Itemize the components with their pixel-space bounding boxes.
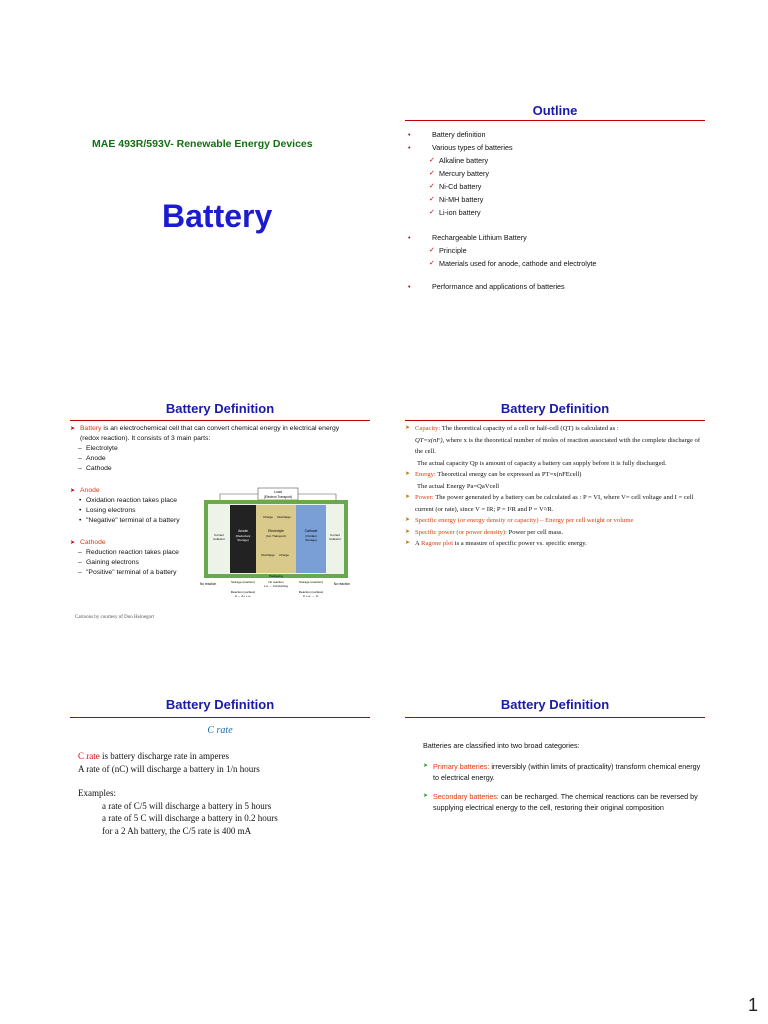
outline-item: • Performance and applications of batteries bbox=[405, 280, 705, 293]
discharge-label: Discharge bbox=[277, 515, 291, 519]
battery-definition: ➤ Battery is an electrochemical cell that can convert chemical energy in electrical energy (redox reaction). It consists of 3 main parts: bbox=[70, 424, 346, 444]
capacity-item: ➤ Capacity: The theoretical capacity of a cell or half-cell (QT) is calculated as : QT=x(nF), where x is the theoretical number of moles of reaction associated with the complete discharge of the cell. bbox=[405, 423, 705, 458]
page-number: 1 bbox=[747, 995, 758, 1015]
anode-label: Anode bbox=[238, 529, 248, 533]
outline-item: • Battery definition bbox=[405, 128, 705, 141]
examples-label: Examples: bbox=[78, 788, 116, 798]
storage-anode-label: Storage (reaction) bbox=[230, 580, 256, 584]
title-rule bbox=[405, 420, 705, 421]
part-item: – Electrolyte bbox=[70, 444, 346, 454]
slide-heading: Battery Definition bbox=[165, 401, 275, 416]
charge-label: Charge bbox=[263, 515, 273, 519]
deck-title: Battery bbox=[162, 198, 273, 234]
actual-energy: The actual Energy Pa=QaVcell bbox=[417, 482, 500, 490]
current-collector-left-2: Collector bbox=[213, 537, 225, 541]
slide-heading: Outline bbox=[532, 103, 578, 118]
slide-battery-definition-1 bbox=[70, 390, 370, 630]
c-rate-text bbox=[78, 750, 368, 837]
anode-point: • Oxidation reaction takes place bbox=[70, 496, 346, 506]
example-item: a rate of 5 C will discharge a battery in 0.2 hours bbox=[102, 813, 278, 823]
categories-text bbox=[423, 740, 705, 821]
current-collector-right-2: Collector bbox=[329, 537, 341, 541]
part-item: – Cathode bbox=[70, 464, 346, 474]
primary-batteries-item: ➤ Primary batteries: irreversibly (within limits of practicality) transform chemical energy to electrical energy. bbox=[423, 761, 705, 783]
cathode-point: – Reduction reaction takes place bbox=[70, 548, 346, 558]
example-item: for a 2 Ah battery, the C/5 rate is 400 mA bbox=[102, 825, 252, 836]
charge-label-lower: Charge bbox=[279, 553, 289, 557]
title-rule bbox=[70, 420, 370, 421]
c-rate-rule: A rate of (nC) will discharge a battery in 1/n hours bbox=[78, 763, 260, 774]
outline-subitem: ✓ Materials used for anode, cathode and electrolyte bbox=[405, 257, 705, 270]
storage-mid-label: No reaction bbox=[268, 580, 284, 584]
anode-heading: ➤ Anode bbox=[70, 486, 346, 496]
anode-point: • Losing electrons bbox=[70, 506, 346, 516]
discharge-label-lower: Discharge bbox=[261, 553, 275, 557]
c-rate-heading: C rate bbox=[207, 725, 233, 736]
outline-item: • Various types of batteries bbox=[405, 141, 705, 154]
power-item: ➤ Power: The power generated by a battery can be calculated as : P = VI, where V= cell voltage and I = cell current (or rate), since V = IR; P = I²R and P = V²/R. bbox=[405, 492, 705, 515]
slide-battery-categories bbox=[405, 688, 705, 928]
load-label: Load bbox=[274, 490, 282, 494]
ragone-item: ➤ A Ragone plot is a measure of specific power vs. specific energy. bbox=[405, 538, 705, 550]
anode-sublabel: (Reductant bbox=[235, 534, 251, 538]
wire-left bbox=[220, 494, 258, 500]
slide-title bbox=[70, 90, 370, 330]
battery-cell-diagram bbox=[200, 482, 350, 612]
actual-capacity: The actual capacity Qp is amount of capacity a battery can supply before it is fully discharged. bbox=[417, 459, 667, 467]
load-sublabel: (Electron Transport) bbox=[263, 495, 293, 499]
energy-item: ➤ Energy: Theoretical energy can be expressed as PT=x(nFEcell) bbox=[405, 469, 705, 481]
storage-cathode-label: Storage (reaction) bbox=[298, 580, 324, 584]
outline-item: • Rechargeable Lithium Battery bbox=[405, 231, 705, 244]
c-rate-definition: C rate is battery discharge rate in amperes bbox=[78, 751, 230, 761]
specific-energy-item: ➤ Specific energy (or energy density or capacity) – Energy per cell weight or volume bbox=[405, 515, 705, 527]
slide-outline bbox=[405, 90, 705, 330]
electrolyte-label: Electrolyte bbox=[268, 529, 284, 533]
cathode-heading: ➤ Cathode bbox=[70, 538, 346, 548]
cathode-point: – Gaining electrons bbox=[70, 558, 346, 568]
wire-right bbox=[298, 494, 336, 500]
outline-subitem: ✓ Li-ion battery bbox=[405, 206, 705, 219]
outline-subitem: ✓ Ni-Cd battery bbox=[405, 180, 705, 193]
outline-subitem: ✓ Ni-MH battery bbox=[405, 193, 705, 206]
slide-c-rate bbox=[70, 688, 370, 928]
current-collector-left: Current bbox=[213, 533, 225, 537]
slide-heading: Battery Definition bbox=[500, 697, 610, 712]
outline-subitem: ✓ Mercury battery bbox=[405, 167, 705, 180]
anode-point: • "Negative" terminal of a battery bbox=[70, 516, 346, 526]
outline-list bbox=[405, 128, 705, 293]
reaction-cathode-label: Reaction (surface) bbox=[298, 590, 324, 594]
course-title: MAE 493R/593V- Renewable Energy Devices bbox=[92, 138, 313, 150]
storage-mid-label-2: Li+ ↔ Conducting bbox=[264, 584, 288, 588]
no-reaction-right: No reaction bbox=[333, 582, 350, 586]
part-item: – Anode bbox=[70, 454, 346, 464]
cathode-sublabel: (Oxidant bbox=[305, 534, 317, 538]
battery-photo-label: Rechargeable bbox=[257, 462, 303, 469]
title-rule bbox=[70, 717, 370, 718]
secondary-batteries-item: ➤ Secondary batteries: can be recharged. The chemical reactions can be reversed by supplying electrical energy to the cell, restoring their original composition bbox=[423, 791, 705, 813]
title-rule bbox=[405, 120, 705, 121]
anode-sublabel-2: Storage) bbox=[237, 538, 249, 542]
reaction-cathode-eq: C + e- ↔ C- bbox=[302, 594, 320, 598]
electrolyte-sublabel: (Ion Transport) bbox=[266, 534, 286, 538]
title-rule bbox=[405, 717, 705, 718]
reaction-anode-label: Reaction (surface) bbox=[230, 590, 256, 594]
image-credit: Cartoons by courtesy of Don Heinegort bbox=[75, 615, 155, 620]
no-reaction-left: No reaction bbox=[200, 582, 217, 586]
outline-subitem: ✓ Alkaline battery bbox=[405, 154, 705, 167]
reaction-anode-eq: A ↔ A+ + e- bbox=[234, 594, 252, 598]
slide-heading: Battery Definition bbox=[500, 401, 610, 416]
cathode-sublabel-2: Storage) bbox=[305, 538, 317, 542]
cathode-point: – "Positive" terminal of a battery bbox=[70, 568, 346, 578]
specific-power-item: ➤ Specific power (or power density): Power per cell mass. bbox=[405, 527, 705, 539]
example-item: a rate of C/5 will discharge a battery in 5 hours bbox=[102, 800, 272, 811]
current-collector-right: Current bbox=[329, 533, 341, 537]
packaging-label: Packaging bbox=[268, 574, 284, 578]
slide-battery-definition-2 bbox=[405, 390, 705, 630]
definition-text bbox=[405, 423, 705, 550]
categories-intro: Batteries are classified into two broad categories: bbox=[423, 741, 580, 750]
slide-heading: Battery Definition bbox=[165, 697, 275, 712]
outline-subitem: ✓ Principle bbox=[405, 244, 705, 257]
cathode-label: Cathode bbox=[304, 529, 318, 533]
